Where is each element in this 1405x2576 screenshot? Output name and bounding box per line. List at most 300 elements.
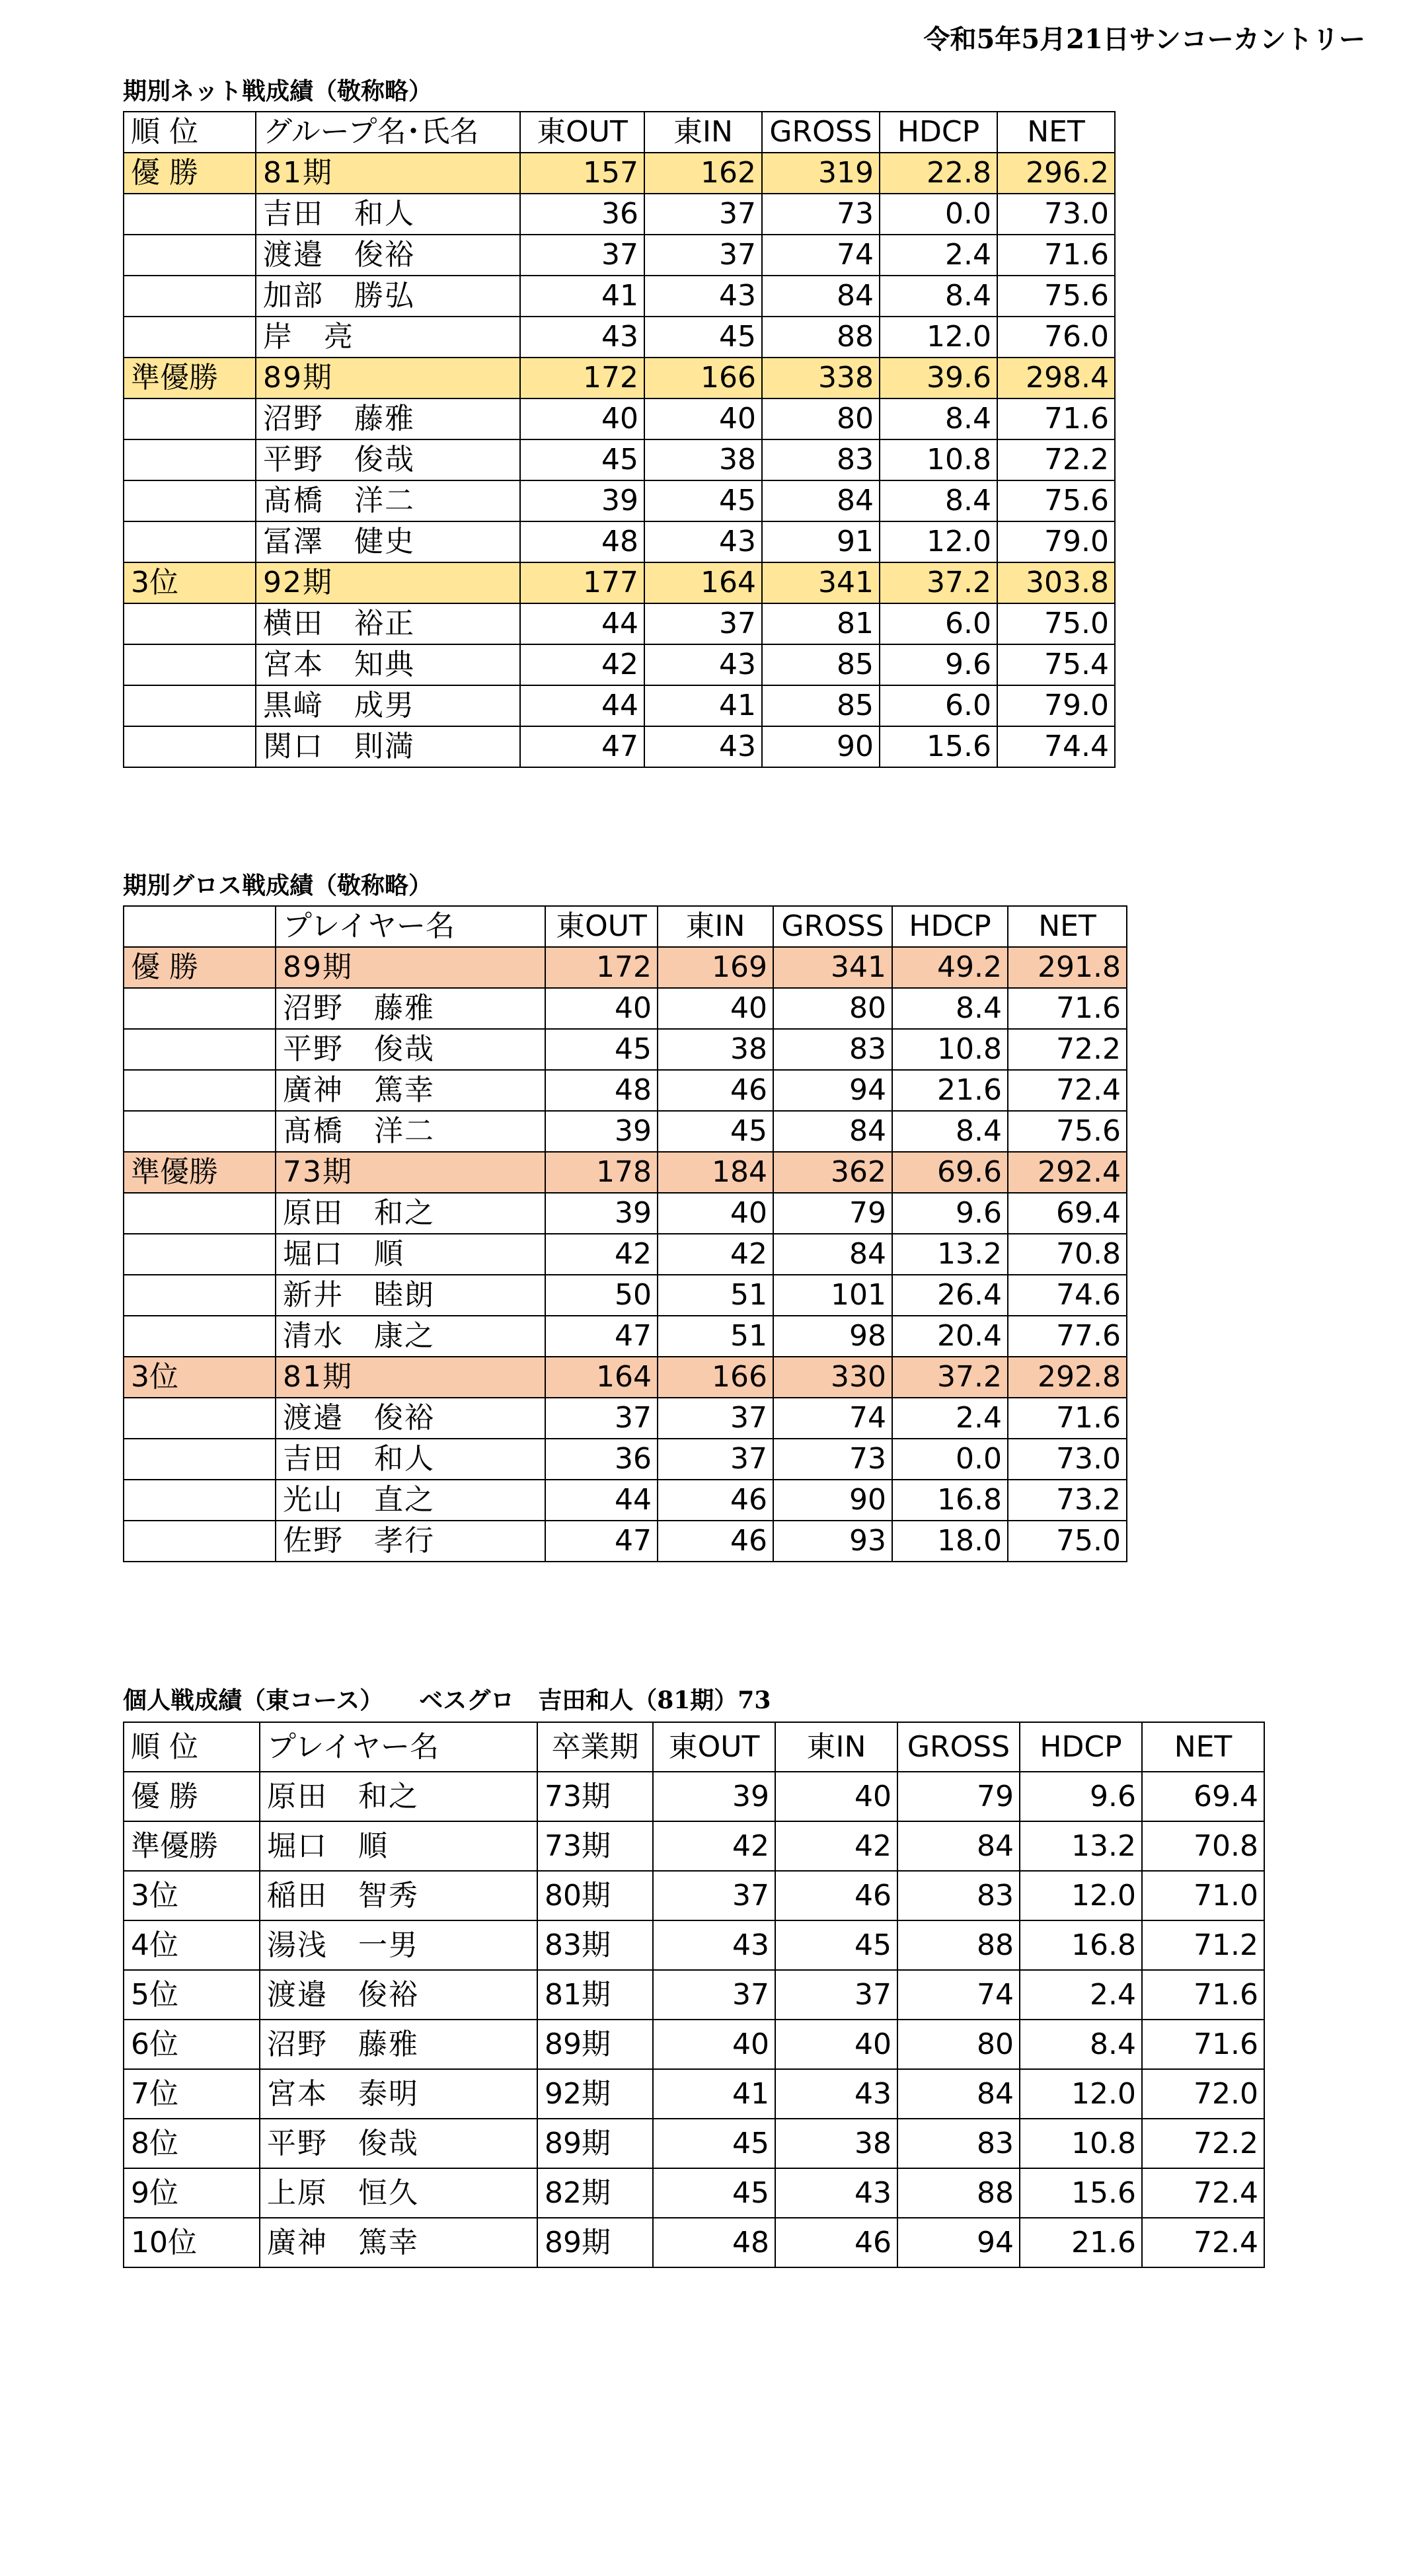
cell-net: 75.6 (1008, 1111, 1127, 1152)
cell-name: 廣神 篤幸 (276, 1070, 545, 1111)
table-row (124, 480, 1115, 521)
group-row (124, 1152, 1127, 1193)
table-row (124, 1772, 1264, 1821)
cell-name: 渡邉 俊裕 (256, 235, 520, 276)
cell-rank (124, 1111, 276, 1152)
cell-hdcp: 21.6 (1020, 2218, 1142, 2267)
cell-name: 新井 睦朗 (276, 1275, 545, 1316)
cell-gross: 88 (762, 317, 880, 358)
table-row (124, 1521, 1127, 1562)
cell-in: 41 (644, 685, 762, 726)
cell-out: 43 (653, 1920, 775, 1970)
cell-class: 92期 (537, 2069, 653, 2119)
cell-rank: 3位 (124, 562, 256, 603)
cell-hdcp: 22.8 (880, 153, 997, 194)
cell-name: 渡邉 俊裕 (276, 1398, 545, 1439)
cell-out: 45 (653, 2119, 775, 2168)
cell-out: 39 (545, 1111, 658, 1152)
cell-hdcp: 37.2 (880, 562, 997, 603)
cell-net: 72.4 (1008, 1070, 1127, 1111)
cell-gross: 93 (773, 1521, 892, 1562)
cell-in: 166 (658, 1357, 773, 1398)
cell-out: 172 (545, 947, 658, 988)
cell-hdcp: 21.6 (892, 1070, 1008, 1111)
cell-class: 89期 (537, 2119, 653, 2168)
cell-in: 46 (775, 2218, 897, 2267)
cell-in: 37 (775, 1970, 897, 2020)
cell-rank (124, 644, 256, 685)
cell-hdcp: 8.4 (880, 480, 997, 521)
cell-hdcp: 37.2 (892, 1357, 1008, 1398)
cell-in: 166 (644, 358, 762, 398)
cell-out: 37 (653, 1871, 775, 1920)
cell-in: 46 (658, 1521, 773, 1562)
column-header: 東IN (644, 112, 762, 153)
column-header: 東OUT (653, 1722, 775, 1772)
cell-class: 80期 (537, 1871, 653, 1920)
cell-hdcp: 8.4 (880, 398, 997, 439)
cell-gross: 84 (897, 2069, 1020, 2119)
cell-net: 72.0 (1142, 2069, 1264, 2119)
cell-in: 46 (658, 1070, 773, 1111)
table-row (124, 1920, 1264, 1970)
cell-rank: 9位 (124, 2168, 260, 2218)
cell-gross: 362 (773, 1152, 892, 1193)
cell-in: 45 (658, 1111, 773, 1152)
cell-name: 89期 (276, 947, 545, 988)
cell-name: 堀口 順 (260, 1821, 537, 1871)
cell-rank (124, 1070, 276, 1111)
cell-hdcp: 8.4 (892, 988, 1008, 1029)
cell-out: 40 (520, 398, 644, 439)
cell-class: 89期 (537, 2218, 653, 2267)
cell-rank: 4位 (124, 1920, 260, 1970)
cell-in: 37 (658, 1398, 773, 1439)
cell-gross: 341 (762, 562, 880, 603)
cell-net: 292.4 (1008, 1152, 1127, 1193)
cell-name: 髙橋 洋二 (256, 480, 520, 521)
column-header: プレイヤー名 (260, 1722, 537, 1772)
cell-net: 291.8 (1008, 947, 1127, 988)
column-header: HDCP (1020, 1722, 1142, 1772)
column-header: GROSS (897, 1722, 1020, 1772)
cell-class: 73期 (537, 1772, 653, 1821)
cell-rank (124, 1275, 276, 1316)
cell-net: 75.6 (997, 480, 1115, 521)
column-header (124, 906, 276, 947)
cell-in: 45 (644, 480, 762, 521)
table-row (124, 1398, 1127, 1439)
cell-name: 佐野 孝行 (276, 1521, 545, 1562)
cell-gross: 91 (762, 521, 880, 562)
cell-hdcp: 12.0 (880, 521, 997, 562)
cell-name: 廣神 篤幸 (260, 2218, 537, 2267)
cell-out: 43 (520, 317, 644, 358)
cell-in: 162 (644, 153, 762, 194)
cell-in: 164 (644, 562, 762, 603)
cell-hdcp: 8.4 (880, 276, 997, 317)
table-row (124, 1111, 1127, 1152)
cell-name: 冨澤 健史 (256, 521, 520, 562)
cell-name: 上原 恒久 (260, 2168, 537, 2218)
cell-name: 81期 (276, 1357, 545, 1398)
cell-gross: 74 (897, 1970, 1020, 2020)
cell-name: 73期 (276, 1152, 545, 1193)
cell-hdcp: 2.4 (892, 1398, 1008, 1439)
table-row (124, 521, 1115, 562)
column-header: 順 位 (124, 112, 256, 153)
cell-in: 42 (775, 1821, 897, 1871)
cell-in: 37 (644, 194, 762, 235)
cell-in: 43 (775, 2168, 897, 2218)
cell-gross: 83 (773, 1029, 892, 1070)
cell-out: 41 (653, 2069, 775, 2119)
cell-out: 47 (545, 1316, 658, 1357)
cell-name: 黒﨑 成男 (256, 685, 520, 726)
cell-in: 42 (658, 1234, 773, 1275)
cell-out: 157 (520, 153, 644, 194)
cell-in: 40 (644, 398, 762, 439)
cell-rank: 優 勝 (124, 153, 256, 194)
cell-gross: 338 (762, 358, 880, 398)
cell-name: 平野 俊哉 (256, 439, 520, 480)
cell-rank (124, 235, 256, 276)
cell-hdcp: 9.6 (1020, 1772, 1142, 1821)
cell-out: 44 (545, 1480, 658, 1521)
column-header: グループ名･氏名 (256, 112, 520, 153)
cell-rank: 6位 (124, 2020, 260, 2069)
cell-name: 清水 康之 (276, 1316, 545, 1357)
cell-in: 40 (775, 1772, 897, 1821)
cell-hdcp: 13.2 (1020, 1821, 1142, 1871)
table-row (124, 726, 1115, 767)
cell-rank (124, 276, 256, 317)
cell-rank (124, 521, 256, 562)
cell-name: 沼野 藤雅 (260, 2020, 537, 2069)
cell-rank: 8位 (124, 2119, 260, 2168)
individual-section-title: 個人戦成績（東コース） ベスグロ 吉田和人（81期）73 (123, 1686, 771, 1714)
cell-hdcp: 39.6 (880, 358, 997, 398)
table-row (124, 194, 1115, 235)
cell-out: 37 (653, 1970, 775, 2020)
cell-out: 172 (520, 358, 644, 398)
cell-gross: 84 (773, 1234, 892, 1275)
column-header: 東OUT (545, 906, 658, 947)
table-row (124, 1029, 1127, 1070)
cell-gross: 88 (897, 2168, 1020, 2218)
cell-gross: 84 (773, 1111, 892, 1152)
cell-out: 42 (653, 1821, 775, 1871)
table-row (124, 439, 1115, 480)
cell-in: 37 (644, 603, 762, 644)
cell-out: 177 (520, 562, 644, 603)
cell-name: 92期 (256, 562, 520, 603)
cell-rank: 準優勝 (124, 1821, 260, 1871)
cell-gross: 85 (762, 644, 880, 685)
cell-name: 平野 俊哉 (260, 2119, 537, 2168)
cell-gross: 73 (773, 1439, 892, 1480)
cell-out: 178 (545, 1152, 658, 1193)
cell-class: 81期 (537, 1970, 653, 2020)
column-header: 東IN (775, 1722, 897, 1772)
table-row (124, 276, 1115, 317)
cell-hdcp: 8.4 (1020, 2020, 1142, 2069)
cell-hdcp: 2.4 (1020, 1970, 1142, 2020)
cell-rank: 7位 (124, 2069, 260, 2119)
group-row (124, 1357, 1127, 1398)
cell-out: 50 (545, 1275, 658, 1316)
cell-hdcp: 15.6 (880, 726, 997, 767)
cell-rank (124, 1316, 276, 1357)
cell-name: 湯浅 一男 (260, 1920, 537, 1970)
cell-gross: 101 (773, 1275, 892, 1316)
cell-net: 79.0 (997, 521, 1115, 562)
cell-gross: 85 (762, 685, 880, 726)
cell-in: 40 (775, 2020, 897, 2069)
column-header: GROSS (762, 112, 880, 153)
cell-hdcp: 0.0 (880, 194, 997, 235)
table-row (124, 1480, 1127, 1521)
table-row (124, 2069, 1264, 2119)
cell-class: 83期 (537, 1920, 653, 1970)
cell-name: 稲田 智秀 (260, 1871, 537, 1920)
cell-net: 75.4 (997, 644, 1115, 685)
column-header: プレイヤー名 (276, 906, 545, 947)
cell-net: 73.2 (1008, 1480, 1127, 1521)
cell-hdcp: 2.4 (880, 235, 997, 276)
cell-out: 36 (520, 194, 644, 235)
cell-hdcp: 16.8 (1020, 1920, 1142, 1970)
cell-name: 吉田 和人 (276, 1439, 545, 1480)
cell-name: 髙橋 洋二 (276, 1111, 545, 1152)
cell-gross: 94 (773, 1070, 892, 1111)
table-row (124, 1316, 1127, 1357)
cell-rank: 10位 (124, 2218, 260, 2267)
table-row (124, 685, 1115, 726)
cell-class: 82期 (537, 2168, 653, 2218)
table-row (124, 2218, 1264, 2267)
column-header: NET (997, 112, 1115, 153)
cell-in: 38 (644, 439, 762, 480)
cell-gross: 330 (773, 1357, 892, 1398)
cell-out: 37 (545, 1398, 658, 1439)
cell-hdcp: 10.8 (1020, 2119, 1142, 2168)
table-row (124, 2020, 1264, 2069)
cell-rank (124, 1398, 276, 1439)
cell-net: 71.6 (1008, 988, 1127, 1029)
cell-rank (124, 1029, 276, 1070)
cell-net: 71.6 (1142, 1970, 1264, 2020)
net-section-title: 期別ネット戦成績（敬称略） (123, 77, 433, 105)
table-header-row (124, 112, 1115, 153)
cell-name: 光山 直之 (276, 1480, 545, 1521)
cell-net: 74.6 (1008, 1275, 1127, 1316)
table-row (124, 398, 1115, 439)
cell-in: 38 (775, 2119, 897, 2168)
column-header: 卒業期 (537, 1722, 653, 1772)
cell-out: 44 (520, 685, 644, 726)
column-header: HDCP (892, 906, 1008, 947)
cell-out: 44 (520, 603, 644, 644)
column-header: HDCP (880, 112, 997, 153)
cell-in: 43 (644, 726, 762, 767)
column-header: 東OUT (520, 112, 644, 153)
cell-rank: 優 勝 (124, 1772, 260, 1821)
cell-out: 41 (520, 276, 644, 317)
cell-gross: 74 (773, 1398, 892, 1439)
cell-out: 42 (520, 644, 644, 685)
cell-gross: 80 (762, 398, 880, 439)
cell-gross: 81 (762, 603, 880, 644)
cell-net: 73.0 (997, 194, 1115, 235)
cell-gross: 88 (897, 1920, 1020, 1970)
cell-in: 51 (658, 1275, 773, 1316)
cell-in: 51 (658, 1316, 773, 1357)
cell-name: 加部 勝弘 (256, 276, 520, 317)
cell-out: 164 (545, 1357, 658, 1398)
cell-net: 71.6 (997, 398, 1115, 439)
cell-gross: 79 (897, 1772, 1020, 1821)
cell-name: 原田 和之 (260, 1772, 537, 1821)
group-row (124, 358, 1115, 398)
cell-gross: 83 (897, 1871, 1020, 1920)
cell-in: 37 (644, 235, 762, 276)
cell-hdcp: 12.0 (1020, 2069, 1142, 2119)
cell-net: 72.2 (997, 439, 1115, 480)
date-venue: 令和5年5月21日サンコーカントリー (923, 24, 1365, 55)
table-row (124, 317, 1115, 358)
cell-out: 48 (520, 521, 644, 562)
cell-name: 宮本 知典 (256, 644, 520, 685)
cell-rank: 3位 (124, 1357, 276, 1398)
cell-gross: 84 (762, 480, 880, 521)
cell-in: 40 (658, 988, 773, 1029)
cell-hdcp: 13.2 (892, 1234, 1008, 1275)
cell-rank (124, 398, 256, 439)
cell-hdcp: 12.0 (1020, 1871, 1142, 1920)
cell-gross: 341 (773, 947, 892, 988)
cell-net: 292.8 (1008, 1357, 1127, 1398)
cell-hdcp: 69.6 (892, 1152, 1008, 1193)
cell-rank: 5位 (124, 1970, 260, 2020)
cell-net: 296.2 (997, 153, 1115, 194)
cell-out: 39 (520, 480, 644, 521)
cell-net: 72.4 (1142, 2218, 1264, 2267)
cell-name: 原田 和之 (276, 1193, 545, 1234)
cell-gross: 80 (773, 988, 892, 1029)
cell-class: 89期 (537, 2020, 653, 2069)
group-row (124, 947, 1127, 988)
cell-in: 184 (658, 1152, 773, 1193)
cell-net: 69.4 (1008, 1193, 1127, 1234)
cell-hdcp: 9.6 (892, 1193, 1008, 1234)
table-row (124, 2119, 1264, 2168)
table-row (124, 1234, 1127, 1275)
table-row (124, 235, 1115, 276)
cell-hdcp: 10.8 (892, 1029, 1008, 1070)
cell-hdcp: 15.6 (1020, 2168, 1142, 2218)
cell-hdcp: 12.0 (880, 317, 997, 358)
cell-name: 堀口 順 (276, 1234, 545, 1275)
cell-net: 75.0 (1008, 1521, 1127, 1562)
cell-hdcp: 9.6 (880, 644, 997, 685)
cell-rank (124, 1521, 276, 1562)
cell-name: 沼野 藤雅 (256, 398, 520, 439)
cell-gross: 84 (897, 1821, 1020, 1871)
cell-in: 45 (775, 1920, 897, 1970)
cell-hdcp: 16.8 (892, 1480, 1008, 1521)
cell-name: 沼野 藤雅 (276, 988, 545, 1029)
cell-name: 平野 俊哉 (276, 1029, 545, 1070)
cell-net: 72.2 (1142, 2119, 1264, 2168)
cell-hdcp: 8.4 (892, 1111, 1008, 1152)
cell-name: 渡邉 俊裕 (260, 1970, 537, 2020)
table-row (124, 1070, 1127, 1111)
cell-out: 40 (545, 988, 658, 1029)
cell-net: 73.0 (1008, 1439, 1127, 1480)
cell-net: 298.4 (997, 358, 1115, 398)
cell-hdcp: 10.8 (880, 439, 997, 480)
cell-out: 47 (520, 726, 644, 767)
cell-hdcp: 20.4 (892, 1316, 1008, 1357)
cell-in: 45 (644, 317, 762, 358)
cell-net: 75.6 (997, 276, 1115, 317)
cell-name: 81期 (256, 153, 520, 194)
cell-gross: 73 (762, 194, 880, 235)
cell-name: 89期 (256, 358, 520, 398)
cell-gross: 84 (762, 276, 880, 317)
cell-out: 48 (545, 1070, 658, 1111)
cell-net: 77.6 (1008, 1316, 1127, 1357)
cell-gross: 319 (762, 153, 880, 194)
cell-rank (124, 1193, 276, 1234)
cell-rank (124, 685, 256, 726)
cell-rank: 3位 (124, 1871, 260, 1920)
cell-name: 横田 裕正 (256, 603, 520, 644)
cell-out: 45 (653, 2168, 775, 2218)
table-header-row (124, 906, 1127, 947)
table-row (124, 1193, 1127, 1234)
cell-in: 37 (658, 1439, 773, 1480)
cell-hdcp: 26.4 (892, 1275, 1008, 1316)
cell-net: 303.8 (997, 562, 1115, 603)
cell-in: 43 (644, 276, 762, 317)
cell-name: 吉田 和人 (256, 194, 520, 235)
group-row (124, 562, 1115, 603)
cell-net: 72.2 (1008, 1029, 1127, 1070)
cell-gross: 80 (897, 2020, 1020, 2069)
net-results-table (123, 111, 1116, 768)
cell-rank (124, 988, 276, 1029)
cell-class: 73期 (537, 1821, 653, 1871)
cell-in: 43 (644, 521, 762, 562)
cell-name: 宮本 泰明 (260, 2069, 537, 2119)
table-row (124, 644, 1115, 685)
cell-out: 37 (520, 235, 644, 276)
cell-in: 40 (658, 1193, 773, 1234)
cell-rank (124, 480, 256, 521)
cell-rank (124, 726, 256, 767)
cell-gross: 79 (773, 1193, 892, 1234)
column-header: NET (1008, 906, 1127, 947)
cell-rank: 準優勝 (124, 358, 256, 398)
cell-net: 75.0 (997, 603, 1115, 644)
cell-out: 47 (545, 1521, 658, 1562)
cell-rank (124, 603, 256, 644)
cell-rank (124, 1234, 276, 1275)
individual-results-table (123, 1722, 1265, 2268)
cell-rank (124, 1439, 276, 1480)
